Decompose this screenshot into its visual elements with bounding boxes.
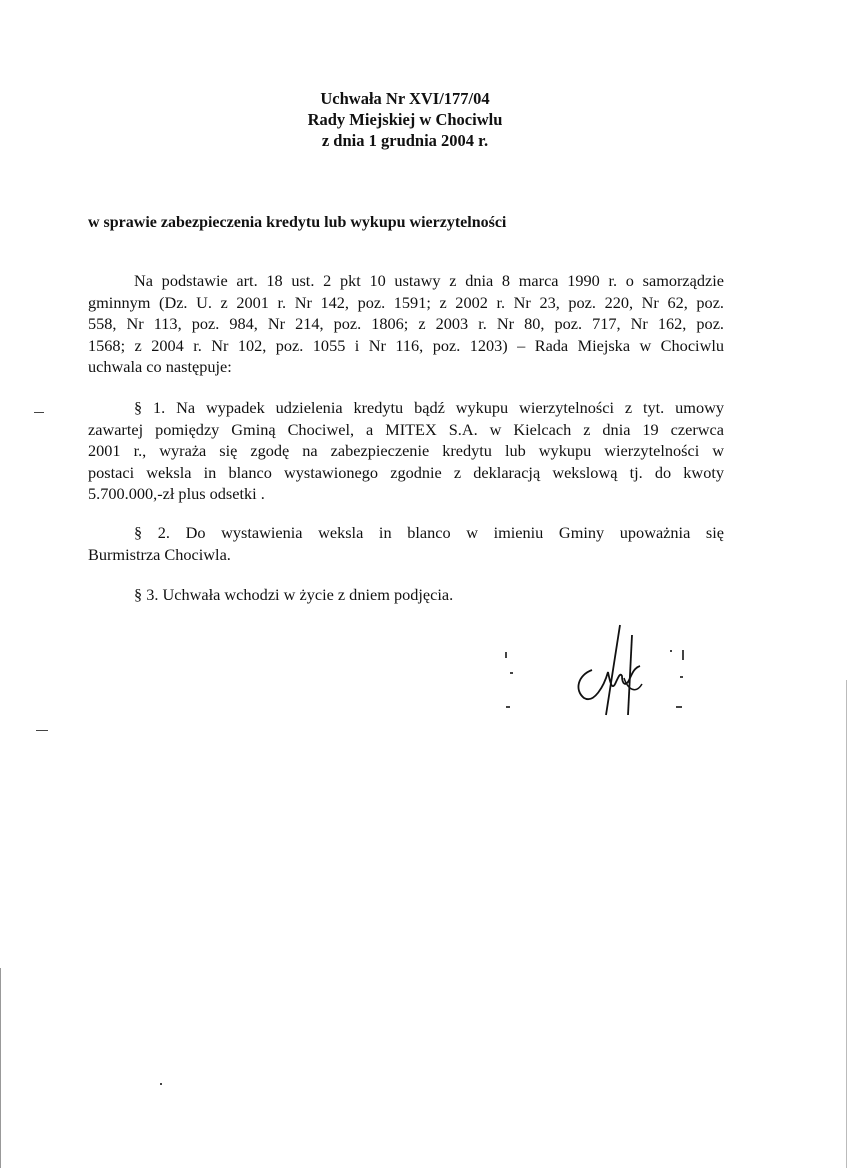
scan-speck [160, 1083, 162, 1085]
scan-speck [36, 730, 48, 731]
resolution-number: Uchwała Nr XVI/177/04 [320, 89, 490, 108]
signature-icon [570, 620, 660, 720]
scan-speck [506, 706, 510, 708]
section-1-paragraph [88, 397, 724, 505]
preamble-line: gminnym (Dz. U. z 2001 r. Nr 142, poz. 1591; z 2002 r. Nr 23, poz. 220, Nr 62, poz. [88, 292, 724, 312]
scan-speck [670, 650, 672, 652]
resolution-date: z dnia 1 grudnia 2004 r. [321, 131, 489, 150]
section-2-line: Burmistrza Chociwla. [88, 544, 231, 564]
scan-speck [34, 412, 44, 413]
scan-speck [846, 680, 847, 1168]
scan-speck [505, 652, 507, 658]
scan-speck [0, 968, 1, 1168]
issuing-council: Rady Miejskiej w Chociwlu [307, 110, 503, 129]
section-1-line: 5.700.000,-zł plus odsetki . [88, 484, 265, 503]
scan-speck [680, 676, 683, 678]
scan-speck [676, 706, 682, 708]
section-1-line: zawartej pomiędzy Gminą Chociwel, a MITEX S.A. w Kielcach z dnia 19 czerwca [88, 419, 724, 439]
section-1-line: 2001 r., wyraża się zgodę na zabezpieczenie kredytu lub wykupu wierzytelności w [88, 441, 724, 460]
preamble-line: Na podstawie art. 18 ust. 2 pkt 10 ustawy z dnia 8 marca 1990 r. o samorządzie [134, 271, 724, 290]
preamble-line: 1568; z 2004 r. Nr 102, poz. 1055 i Nr 116, poz. 1203) – Rada Miejska w Chociwlu [88, 335, 724, 355]
preamble-paragraph [88, 270, 724, 378]
scan-speck [510, 672, 513, 674]
preamble-line: uchwala co następuje: [88, 357, 232, 376]
section-2-paragraph [88, 522, 724, 565]
section-1-line: postaci weksla in blanco wystawionego zgodnie z deklaracją wekslową tj. do kwoty [88, 462, 724, 482]
section-2-line: § 2. Do wystawienia weksla in blanco w imieniu Gminy upoważnia się [134, 523, 724, 542]
section-1-line: § 1. Na wypadek udzielenia kredytu bądź wykupu wierzytelności z tyt. umowy [134, 398, 724, 417]
preamble-line: 558, Nr 113, poz. 984, Nr 214, poz. 1806; z 2003 r. Nr 80, poz. 717, Nr 162, poz. [88, 314, 724, 333]
scan-speck [682, 650, 684, 660]
resolution-subject: w sprawie zabezpieczenia kredytu lub wykupu wierzytelności [88, 214, 507, 231]
section-3-paragraph [88, 584, 724, 606]
section-3-line: § 3. Uchwała wchodzi w życie z dniem podjęcia. [134, 585, 454, 604]
resolution-header [200, 88, 610, 151]
